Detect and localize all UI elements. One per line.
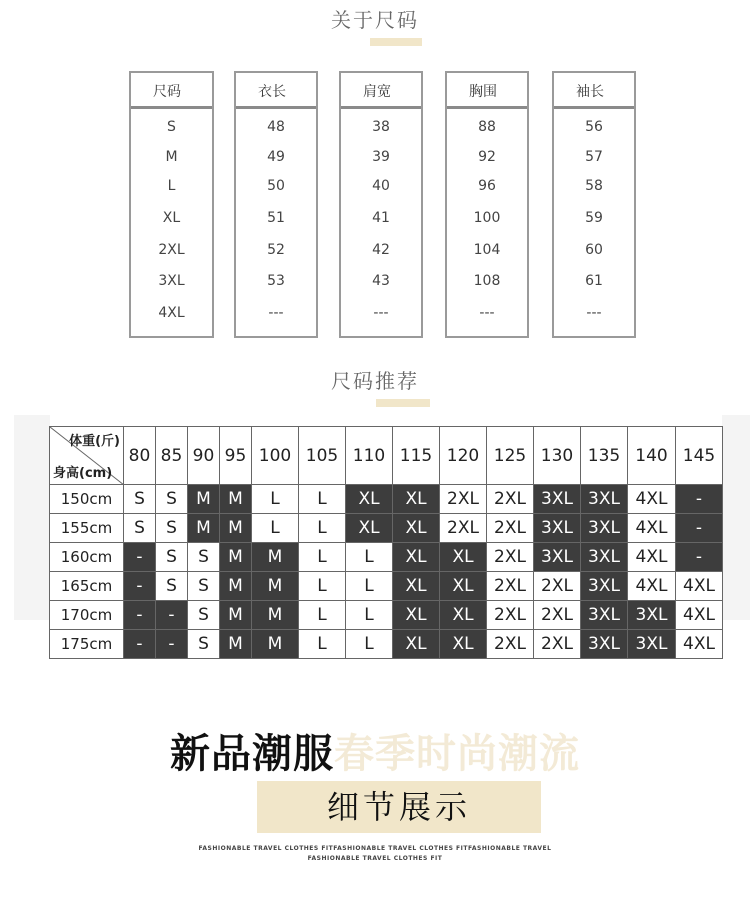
height-label-cell: 155cm — [50, 514, 124, 543]
size-recommend-cell: XL — [393, 514, 440, 543]
size-table-cell: 60 — [585, 242, 603, 258]
size-recommend-cell: 3XL — [534, 514, 581, 543]
size-recommend-cell: 3XL — [581, 630, 628, 659]
size-recommend-cell: M — [220, 601, 252, 630]
size-recommend-cell: M — [252, 630, 299, 659]
size-recommend-cell: S — [156, 543, 188, 572]
size-recommend-cell: XL — [393, 572, 440, 601]
size-recommend-cell: S — [188, 543, 220, 572]
size-table-cell: 108 — [473, 273, 501, 289]
weight-header-cell: 115 — [393, 427, 440, 485]
size-table-cell: 56 — [585, 119, 603, 135]
size-table-cell: 61 — [585, 273, 603, 289]
weight-header-cell: 145 — [676, 427, 723, 485]
weight-header-cell: 80 — [124, 427, 156, 485]
size-recommend-cell: S — [156, 485, 188, 514]
slogan — [0, 722, 750, 779]
weight-header-cell: 110 — [346, 427, 393, 485]
size-recommend-cell: - — [676, 543, 723, 572]
size-recommend-cell: 4XL — [628, 485, 676, 514]
weight-header-cell: 105 — [299, 427, 346, 485]
size-recommend-cell: 3XL — [534, 485, 581, 514]
size-title-underline — [370, 38, 422, 46]
size-recommend-cell: XL — [440, 630, 487, 659]
size-recommend-cell: - — [124, 630, 156, 659]
size-recommend-cell: 4XL — [676, 630, 723, 659]
height-label-cell: 160cm — [50, 543, 124, 572]
size-table-cell: 100 — [473, 210, 501, 226]
shoulder-column-header: 肩宽 — [341, 73, 421, 109]
size-table-cell: 49 — [267, 149, 285, 165]
weight-header-cell: 120 — [440, 427, 487, 485]
size-table-cell: --- — [268, 305, 284, 321]
size-table-cell: L — [167, 178, 176, 194]
recommend-section-title: 尺码推荐 — [331, 369, 419, 393]
size-recommend-cell: - — [124, 543, 156, 572]
size-recommend-cell: 3XL — [581, 485, 628, 514]
size-recommend-cell: - — [156, 630, 188, 659]
size-recommend-cell: M — [220, 543, 252, 572]
size-table-cell: --- — [373, 305, 389, 321]
size-recommend-cell: M — [220, 572, 252, 601]
size-table-cell: 92 — [478, 149, 496, 165]
size-recommend-cell: 4XL — [676, 572, 723, 601]
size-table-cell: 104 — [473, 242, 501, 258]
size-recommend-cell: XL — [440, 572, 487, 601]
height-row — [50, 601, 723, 630]
size-recommend-cell: L — [252, 485, 299, 514]
size-recommend-cell: XL — [346, 514, 393, 543]
recommend-table-body — [50, 485, 723, 659]
size-recommend-cell: XL — [393, 485, 440, 514]
size-recommend-cell: - — [676, 485, 723, 514]
weight-header-cell: 125 — [487, 427, 534, 485]
size-recommend-cell: 4XL — [676, 601, 723, 630]
size-column-header: 尺码 — [131, 73, 212, 109]
size-recommend-cell: 2XL — [487, 543, 534, 572]
size-recommend-cell: M — [188, 514, 220, 543]
height-label-cell: 175cm — [50, 630, 124, 659]
weight-header-cell: 130 — [534, 427, 581, 485]
size-table-cell: 57 — [585, 149, 603, 165]
weight-header-cell: 90 — [188, 427, 220, 485]
size-recommend-cell: XL — [393, 543, 440, 572]
size-recommend-cell: L — [346, 601, 393, 630]
height-row — [50, 630, 723, 659]
size-recommend-cell: 2XL — [487, 514, 534, 543]
size-recommend-cell: 2XL — [487, 572, 534, 601]
size-recommend-cell: L — [299, 543, 346, 572]
size-table-cell: 39 — [372, 149, 390, 165]
size-recommend-cell: XL — [346, 485, 393, 514]
size-recommend-cell: 2XL — [534, 601, 581, 630]
size-column — [129, 71, 214, 338]
height-row — [50, 485, 723, 514]
size-table-cell: 42 — [372, 242, 390, 258]
length-column-header: 衣长 — [236, 73, 316, 109]
size-table-cell: 48 — [267, 119, 285, 135]
size-table-cell: S — [167, 119, 176, 135]
tagline-line-1: FASHIONABLE TRAVEL CLOTHES FITFASHIONABLE TRAVEL CLOTHES FITFASHIONABLE TRAVEL — [198, 845, 552, 852]
size-recommend-cell: S — [188, 601, 220, 630]
sleeve-column — [552, 71, 636, 338]
size-recommend-cell: M — [220, 514, 252, 543]
sleeve-column-header: 袖长 — [554, 73, 634, 109]
shoulder-column — [339, 71, 423, 338]
size-table-cell: 58 — [585, 178, 603, 194]
size-recommend-cell: L — [346, 543, 393, 572]
slogan-light-text: 春季时尚潮流 — [334, 731, 580, 777]
size-table-cell: 53 — [267, 273, 285, 289]
size-recommend-cell: XL — [440, 543, 487, 572]
size-recommend-cell: 3XL — [628, 630, 676, 659]
size-table-cell: 59 — [585, 210, 603, 226]
chest-column — [445, 71, 529, 338]
height-label-cell: 170cm — [50, 601, 124, 630]
size-recommend-cell: - — [156, 601, 188, 630]
size-table-cell: --- — [479, 305, 495, 321]
size-table-cell: 40 — [372, 178, 390, 194]
size-recommend-cell: 3XL — [581, 572, 628, 601]
length-column — [234, 71, 318, 338]
size-recommend-cell: 2XL — [487, 630, 534, 659]
size-recommend-cell: XL — [393, 630, 440, 659]
size-table-cell: 43 — [372, 273, 390, 289]
height-label-cell: 165cm — [50, 572, 124, 601]
size-recommend-cell: XL — [393, 601, 440, 630]
height-label-cell: 150cm — [50, 485, 124, 514]
size-recommend-cell: 4XL — [628, 543, 676, 572]
size-recommend-cell: 2XL — [440, 514, 487, 543]
weight-header-row — [50, 427, 723, 485]
detail-section-label: 细节展示 — [257, 781, 541, 833]
size-table-cell: 41 — [372, 210, 390, 226]
size-recommend-cell: S — [188, 572, 220, 601]
size-recommend-cell: L — [299, 514, 346, 543]
size-recommend-cell: L — [346, 572, 393, 601]
size-recommend-cell: S — [124, 514, 156, 543]
size-recommend-cell: S — [188, 630, 220, 659]
recommend-title-underline — [376, 399, 430, 407]
size-recommend-cell: 2XL — [534, 630, 581, 659]
size-table-cell: 96 — [478, 178, 496, 194]
size-recommend-cell: 4XL — [628, 514, 676, 543]
weight-header-cell: 135 — [581, 427, 628, 485]
size-recommend-cell: M — [188, 485, 220, 514]
tagline-line-2: FASHIONABLE TRAVEL CLOTHES FIT — [307, 855, 443, 862]
size-recommend-cell: S — [124, 485, 156, 514]
size-recommend-cell: 3XL — [628, 601, 676, 630]
size-recommend-cell: 4XL — [628, 572, 676, 601]
size-recommend-cell: L — [299, 601, 346, 630]
size-table-cell: 52 — [267, 242, 285, 258]
size-recommend-cell: - — [124, 601, 156, 630]
size-recommend-cell: S — [156, 572, 188, 601]
size-recommend-cell: 2XL — [440, 485, 487, 514]
size-recommend-cell: M — [220, 630, 252, 659]
size-table-cell: 3XL — [158, 273, 185, 289]
size-recommend-cell: XL — [440, 601, 487, 630]
size-table-cell: 38 — [372, 119, 390, 135]
size-table-cell: 4XL — [158, 305, 185, 321]
weight-header-cell: 95 — [220, 427, 252, 485]
size-recommend-cell: 3XL — [534, 543, 581, 572]
size-table-cell: 2XL — [158, 242, 185, 258]
size-recommend-cell: 2XL — [534, 572, 581, 601]
table-bg-right — [722, 415, 750, 620]
size-section-title: 关于尺码 — [331, 8, 419, 32]
weight-header-cell: 100 — [252, 427, 299, 485]
size-recommend-cell: L — [299, 485, 346, 514]
size-recommend-cell: - — [676, 514, 723, 543]
size-recommend-cell: M — [252, 601, 299, 630]
size-recommend-cell: 3XL — [581, 601, 628, 630]
size-recommend-cell: M — [252, 543, 299, 572]
height-row — [50, 514, 723, 543]
size-recommend-cell: - — [124, 572, 156, 601]
size-recommend-cell: 2XL — [487, 601, 534, 630]
size-table-cell: M — [165, 149, 178, 165]
size-recommend-cell: 3XL — [581, 543, 628, 572]
size-table-cell: 50 — [267, 178, 285, 194]
size-recommend-cell: 3XL — [581, 514, 628, 543]
size-table-cell: --- — [586, 305, 602, 321]
weight-axis-label: 体重(斤) — [69, 434, 120, 449]
size-recommend-cell: M — [220, 485, 252, 514]
table-bg-left — [14, 415, 50, 620]
size-recommend-cell: L — [346, 630, 393, 659]
size-table-cell: XL — [162, 210, 181, 226]
size-recommend-cell: S — [156, 514, 188, 543]
size-recommend-cell: M — [252, 572, 299, 601]
weight-header-cell: 140 — [628, 427, 676, 485]
height-axis-label: 身高(cm) — [53, 466, 113, 481]
size-recommend-cell: L — [299, 630, 346, 659]
size-recommend-cell: 2XL — [487, 485, 534, 514]
size-table-cell: 51 — [267, 210, 285, 226]
height-row — [50, 572, 723, 601]
size-table-cell: 88 — [478, 119, 496, 135]
size-recommend-cell: L — [299, 572, 346, 601]
slogan-dark-text: 新品潮服 — [170, 731, 334, 777]
table-corner-cell — [50, 427, 124, 485]
chest-column-header: 胸围 — [447, 73, 527, 109]
size-recommend-table — [49, 426, 723, 659]
size-recommend-cell: L — [252, 514, 299, 543]
weight-header-cell: 85 — [156, 427, 188, 485]
height-row — [50, 543, 723, 572]
